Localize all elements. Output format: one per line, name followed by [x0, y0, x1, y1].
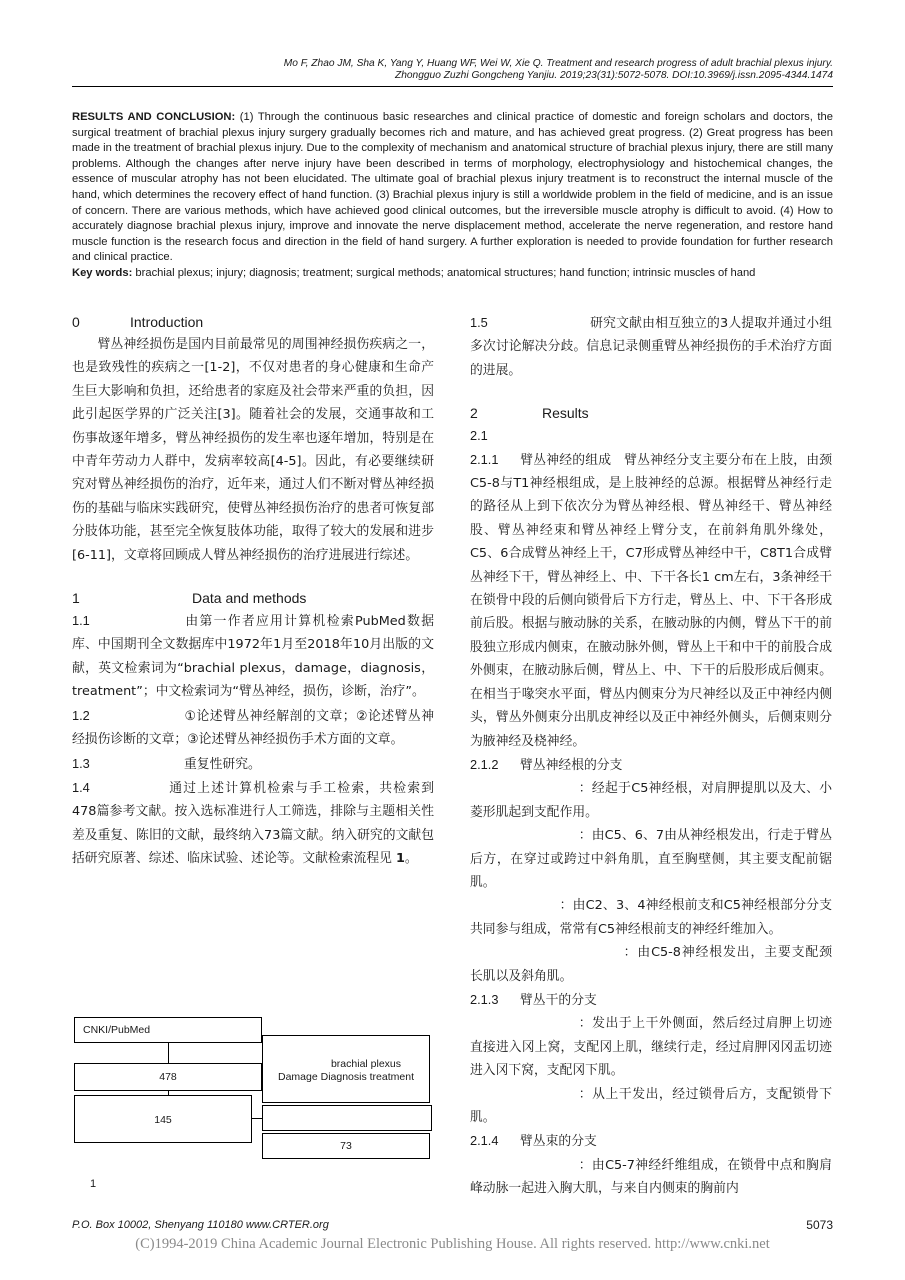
flow-box-included: 73 — [262, 1133, 430, 1159]
flow-connector — [252, 1118, 262, 1119]
section-1-heading: 1 Data and methods — [72, 590, 307, 607]
para-1-1: 1.1 由第一作者应用计算机检索PubMed数据库、中国期刊全文数据库中1972年1月至2018年10月出版的文献，英文检索词为“brachial plexus，damage，diagnosis，treatment”；中文检索词为“臂丛神经，损伤，诊断，治疗”。 — [72, 613, 434, 700]
flow-box-databases: CNKI/PubMed — [74, 1017, 262, 1043]
header-rule — [72, 86, 833, 87]
section-2-1-4-heading: 2.1.4 臂丛束的分支 — [470, 1133, 597, 1150]
section-2-1-heading: 2.1 — [470, 428, 488, 444]
para-2-1-2-c: ：由C2、3、4神经根前支和C5神经根部分分支共同参与组成，常常有C5神经根前支的神经纤维加入。 — [470, 898, 832, 937]
para-1-5: 1.5 研究文献由相互独立的3人提取并通过小组多次讨论解决分歧。信息记录侧重臂丛神经损伤的手术治疗方面的进展。 — [470, 315, 832, 378]
para-2-1-2-a: ：经起于C5神经根，对肩胛提肌以及大、小菱形肌起到支配作用。 — [470, 781, 832, 820]
para-2-1-3-b: ：从上干发出，经过锁骨后方，支配锁骨下肌。 — [470, 1086, 832, 1125]
para-2-1-2-b: ：由C5、6、7由从神经根发出，行走于臂丛后方，在穿过或跨过中斜角肌，直至胸壁侧，其主要支配前锯肌。 — [470, 828, 832, 890]
figure-ref: 1 — [396, 851, 405, 867]
keywords-text: brachial plexus; injury; diagnosis; treatment; surgical methods; anatomical structures; hand function; intrinsic muscles of hand — [132, 266, 756, 279]
flow-connector — [168, 1091, 169, 1095]
results-label: RESULTS AND CONCLUSION: — [72, 111, 236, 123]
figure-caption: 1 — [90, 1178, 97, 1190]
para-1-4: 1.4 通过上述计算机检索与手工检索，共检索到478篇参考文献。按入选标准进行人工筛选，排除与主题相关性差及重复、陈旧的文献，最终纳入73篇文献。纳入研究的文献包括研究原著、综述、临床试验、述论等。文献检索流程见 1。 — [72, 779, 434, 867]
results-text: (1) Through the continuous basic researches and clinical practice of domestic and foreign scholars and doctors, the surgical treatment of brachial plexus injury surgery gradually becomes rich and mature, and has achieved great progress. (2) Great progress has been made in the treatment of brachial plexus injury. Due to the complexity of mechanism and anatomical structure of brachial plexus injury, there are still many problems. Although the changes after nerve injury have been described in terms of morphology, electrophysiology and histochemical changes, the essence of muscular atrophy has not been elucidated. The ultimate goal of brachial plexus injury treatment is to reconstruct the internal muscle of the hand, which determines the recovery effect of hand function. (3) Brachial plexus injury is still a worldwide problem in the field of medicine, and is an issue of concern. There are various methods, which have achieved good clinical outcomes, but the irreversible muscle atrophy is difficult to avoid. (4) How to accurately diagnose brachial plexus injury, improve and innovate the nerve displacement method, accelerate the nerve regeneration, and restore hand muscle function is the research focus and direction in the field of hand surgery. A further exploration is needed to provide foundation for further research and clinical practice. — [72, 111, 833, 264]
flow-box-excluded: brachial plexus Damage Diagnosis treatment — [262, 1035, 430, 1103]
flow-box-blank — [262, 1105, 432, 1131]
para-2-1-4-a: ：由C5-7神经纤维组成，在锁骨中点和胸肩峰动脉一起进入胸大肌，与来自内侧束的胸前内 — [470, 1157, 832, 1197]
page-number: 5073 — [806, 1218, 833, 1232]
section-2-1-3-heading: 2.1.3 臂丛干的分支 — [470, 991, 597, 1008]
flow-box-retrieved: 478 — [74, 1063, 262, 1091]
left-column — [72, 311, 434, 871]
header-citation-line1: Mo F, Zhao JM, Sha K, Yang Y, Huang WF, Wei W, Xie Q. Treatment and research progress of adult brachial plexus injury. — [283, 58, 833, 69]
para-2-1-3-a: ：发出于上干外侧面，然后经过肩胛上切迹直接进入冈上窝，支配冈上肌，继续行走，经过肩胛冈冈盂切迹进入冈下窝，支配冈下肌。 — [470, 1016, 832, 1079]
flow-box-screened: 145 — [74, 1095, 252, 1143]
section-2-1-2-heading: 2.1.2 臂丛神经根的分支 — [470, 756, 623, 773]
header-citation-line2: Zhongguo Zuzhi Gongcheng Yanjiu. 2019;23(31):5072-5078. DOI:10.3969/j.issn.2095-4344.1474 — [394, 70, 833, 81]
abstract-block — [72, 110, 833, 282]
para-1-2: 1.2 ①论述臂丛神经解剖的文章；②论述臂丛神经损伤诊断的文章；③论述臂丛神经损伤手术方面的文章。 — [72, 707, 434, 748]
intro-paragraph: 臂丛神经损伤是国内目前最常见的周围神经损伤疾病之一，也是致残性的疾病之一[1-2]，不仅对患者的身心健康和生命产生巨大影响和负担，还给患者的家庭及社会带来严重的负担，因此引起医学界的广泛关注[3]。随着社会的发展，交通事故和工伤事故逐年增多，臂丛神经损伤的发生率也逐年增加，特别是在中青年劳动力人群中，发病率较高[4-5]。因此，有必要继续研究对臂丛神经损伤的治疗，近年来，通过人们不断对臂丛神经损伤的基础与临床实践研究，使臂丛神经损伤治疗的患者可恢复部分肢体功能，甚至完全恢复肢体功能，取得了较大的发展和进步[6-11]，文章将回顾成人臂丛神经损伤的治疗进展进行综述。 — [72, 337, 434, 563]
copyright-watermark: (C)1994-2019 China Academic Journal Electronic Publishing House. All rights reserved. http://www.cnki.net — [135, 1236, 770, 1252]
running-header — [73, 58, 833, 82]
keywords-label: Key words: — [72, 266, 133, 279]
para-2-1-1: 2.1.1 臂丛神经的组成 臂丛神经分支主要分布在上肢，由颈C5-8与T1神经根组成，是上肢神经的总源。根据臂丛神经行走的路径从上到下依次分为臂丛神经根、臂丛神经干、臂丛神经股、臂丛神经束和臂丛神经上臂分支，在前斜角肌外缘处，C5、6合成臂丛神经上干，C7形成臂丛神经中干，C8T1合成臂丛神经下干，臂丛神经上、中、下干各长1 cm左右，3条神经干在锁骨中段的后侧向锁骨后下方行走，臂丛上、中、下干各形成前后股。根据与腋动脉的关系，在腋动脉的内侧，臂丛下干的前股独立形成内侧束，在腋动脉外侧，臂丛上干和中干的前股合成外侧束，在腋动脉后侧，臂丛上、中、下干的后股形成后侧束。在相当于喙突水平面，臂丛内侧束分为尺神经以及正中神经内侧头，臂丛外侧束分出肌皮神经以及正中神经外侧头，后侧束则分为腋神经及桡神经。 — [470, 451, 833, 749]
section-2-heading: 2 Results — [470, 405, 589, 422]
right-column — [470, 311, 832, 1201]
para-1-3: 1.3 重复性研究。 — [72, 755, 261, 772]
flow-connector — [168, 1043, 169, 1063]
section-0-heading: 0 Introduction — [72, 314, 204, 330]
para-2-1-2-d: ：由C5-8神经根发出，主要支配颈长肌以及斜角肌。 — [470, 945, 832, 984]
footer-address: P.O. Box 10002, Shenyang 110180 www.CRTER.org — [72, 1219, 329, 1231]
flow-chart — [72, 1005, 432, 1205]
